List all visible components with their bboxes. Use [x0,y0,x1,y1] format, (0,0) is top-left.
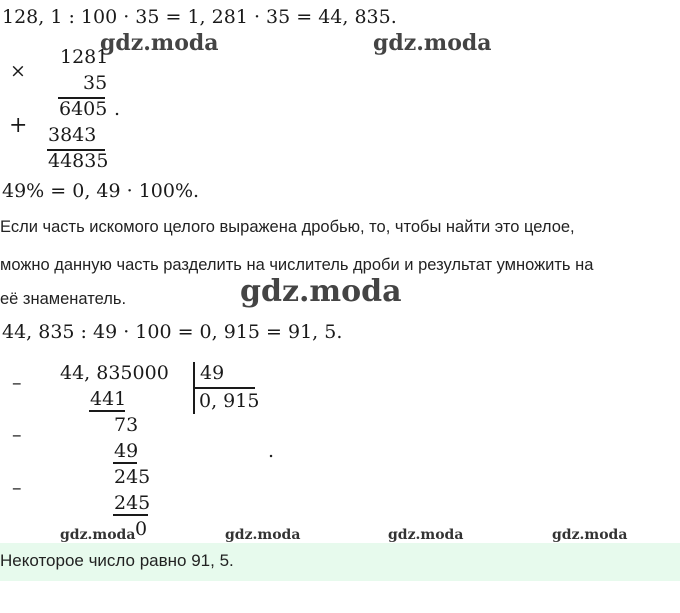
remainder-1: 73 [114,414,139,436]
rule-text-line-1: Если часть искомого целого выражена дробью, то, чтобы найти это целое, [0,218,575,236]
plus-sign: + [9,113,28,138]
quotient: 0, 915 [199,390,260,412]
minus-sign: – [12,424,22,446]
times-sign: × [10,60,26,82]
subtrahend-3: 245 [114,492,151,514]
quotient-rule [195,387,255,389]
answer-box [0,543,680,581]
watermark: gdz.moda [225,527,301,543]
remainder-2: 245 [114,466,151,488]
remainder-3: 0 [135,518,148,540]
rule-text-line-3: её знаменатель. [0,290,127,308]
subtraction-rule-1 [89,410,125,412]
watermark: gdz.moda [373,30,492,56]
subtraction-rule-2 [113,462,137,464]
watermark: gdz.moda [240,274,402,309]
equation-line-3: 44, 835 : 49 · 100 = 0, 915 = 91, 5. [2,321,343,343]
watermark: gdz.moda [60,527,136,543]
partial-product-2: 3843 [48,124,97,146]
divisor: 49 [200,362,225,384]
equation-line-1: 128, 1 : 100 · 35 = 1, 281 · 35 = 44, 835. [2,6,397,28]
dividend: 44, 835000 [60,362,169,384]
period: . [114,98,121,120]
factor-1: 1281 [60,46,109,68]
equation-line-2: 49% = 0, 49 · 100%. [2,180,200,202]
watermark: gdz.moda [388,527,464,543]
subtrahend-1: 441 [90,388,127,410]
watermark: gdz.moda [552,527,628,543]
minus-sign: – [12,372,22,394]
answer-text: Некоторое число равно 91, 5. [0,551,234,570]
subtrahend-2: 49 [114,440,139,462]
product-result: 44835 [48,150,109,172]
factor-2: 35 [83,72,108,94]
subtraction-rule-3 [113,514,148,516]
rule-text-line-2: можно данную часть разделить на числитель дроби и результат умножить на [0,256,594,274]
partial-product-1: 6405 [59,98,108,120]
watermark: gdz.moda [100,30,219,56]
minus-sign: – [12,477,22,499]
period: . [268,440,275,462]
